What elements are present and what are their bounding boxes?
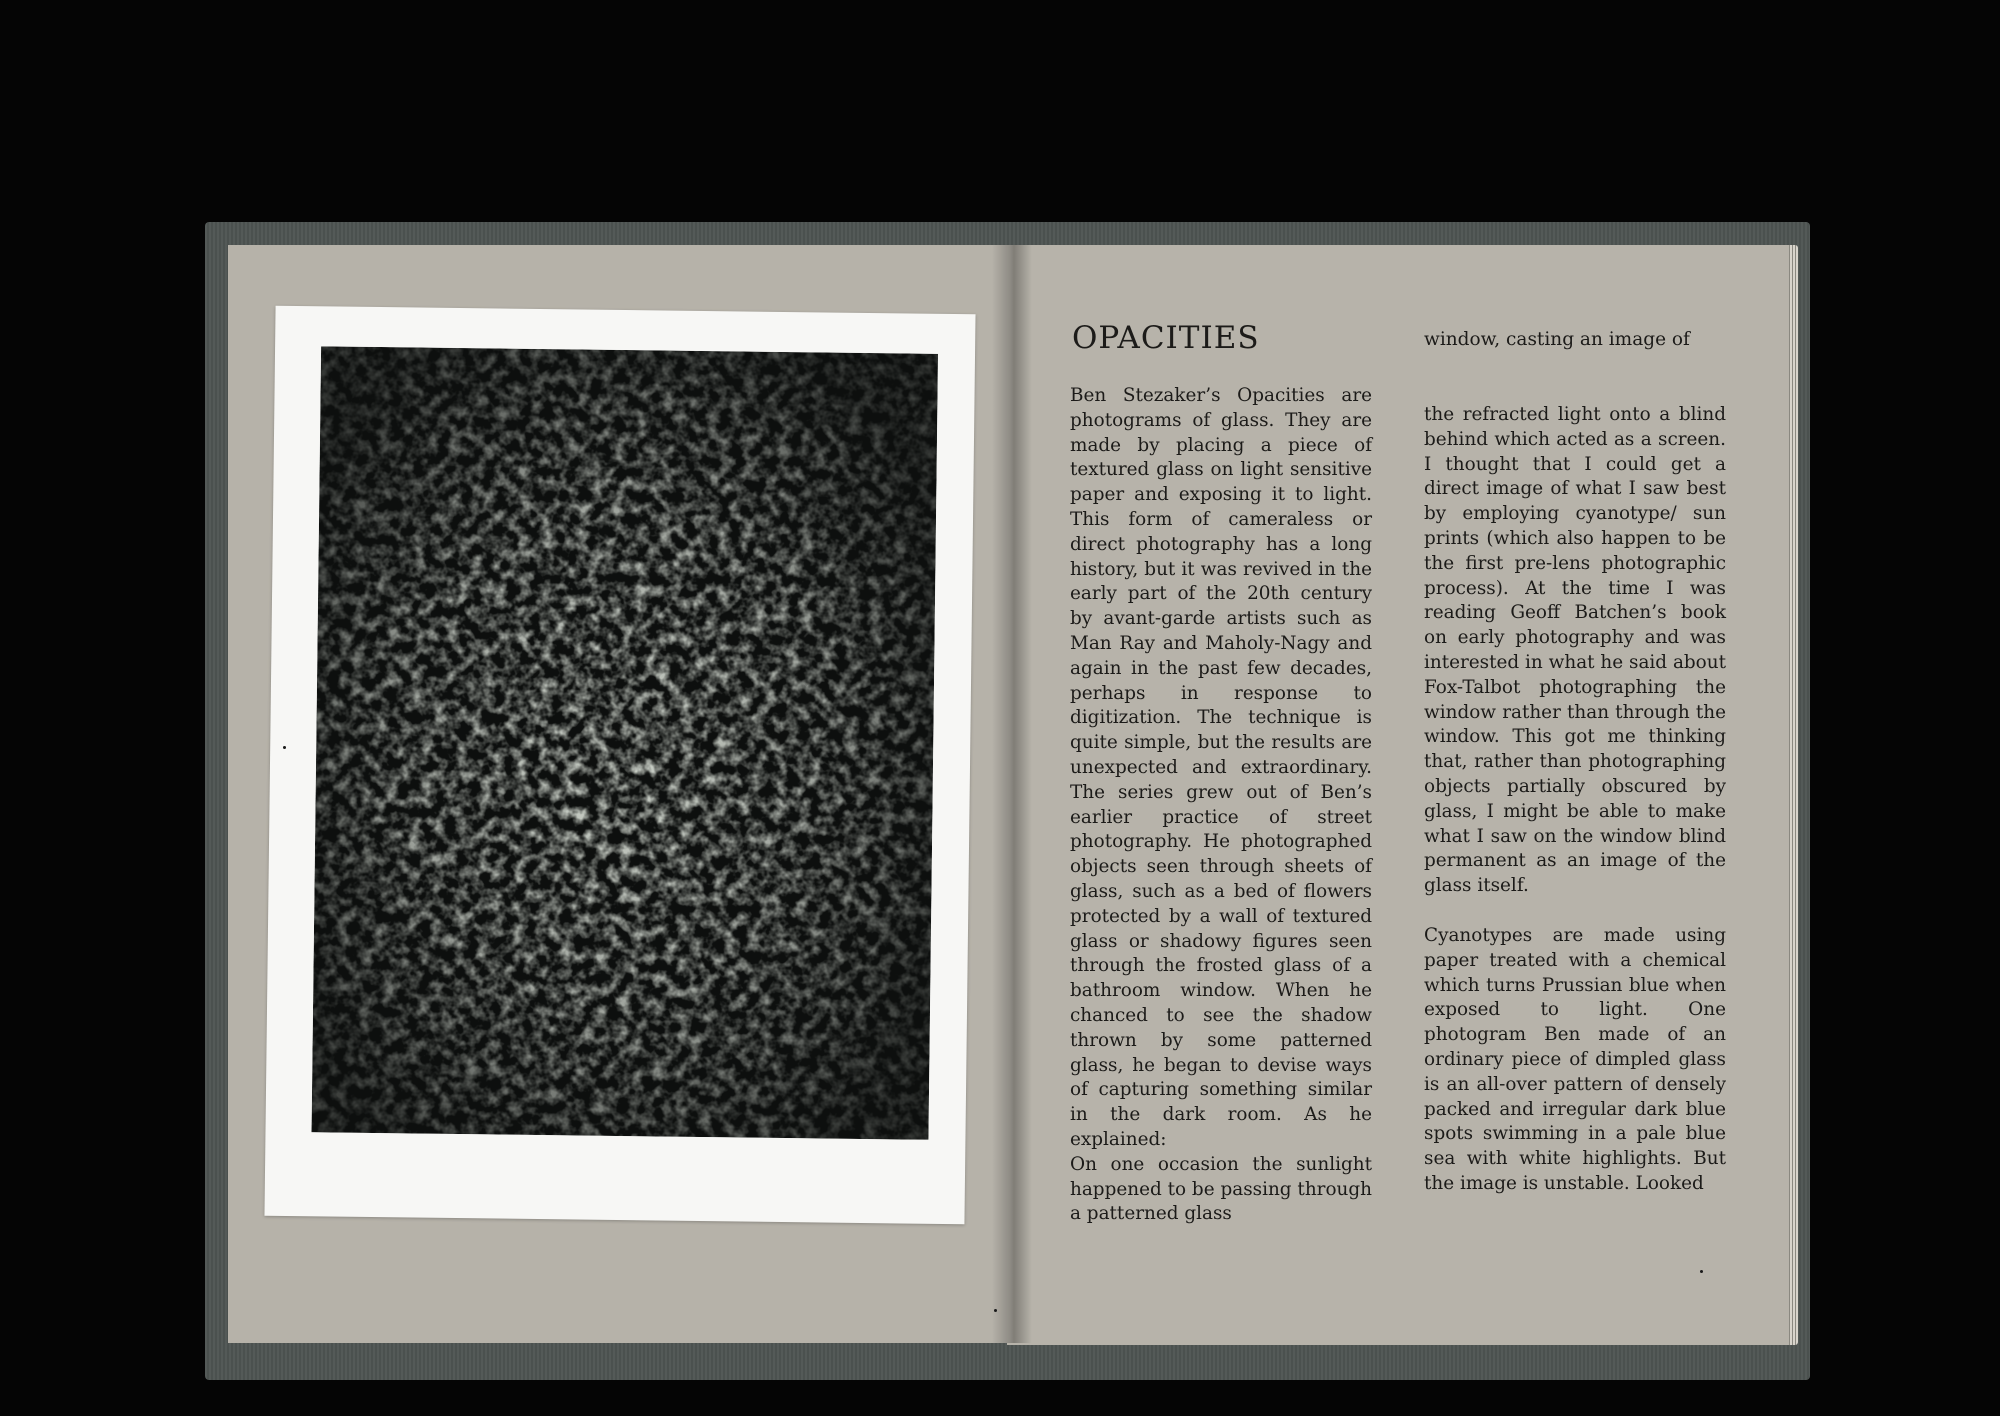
right-column-top-line: window, casting an image of — [1424, 329, 1690, 350]
book-gutter — [992, 245, 1032, 1343]
body-paragraph: the refracted light onto a blind behind which acted as a screen. I thought that I could get a direct image of what I saw best by employing cyanotype/ sun prints (which also happen to be the first pre-lens photographic process). At the time I was reading Geoff Batchen’s book on early photography and was interested in what he said about Fox-Talbot photographing the window rather than through the window. This got me thinking that, rather than photographing objects partially obscured by glass, I might be able to make what I saw on the window blind permanent as an image of the glass itself. — [1424, 404, 1726, 897]
photogram-print — [264, 306, 975, 1224]
left-text-column — [1070, 384, 1372, 1227]
paper-speck — [283, 746, 286, 749]
paper-speck — [1700, 1270, 1703, 1273]
right-text-column — [1424, 403, 1726, 1197]
photogram-image — [311, 346, 938, 1139]
body-paragraph: On one occasion the sunlight happened to be passing through a patterned glass — [1070, 1153, 1372, 1225]
body-paragraph: Ben Stezaker’s Opacities are photograms of glass. They are made by placing a piece of textured glass on light sensitive paper and exposing it to light. This form of cameraless or direct photography has a long history, but it was revived in the early part of the 20th century by avant-garde artists such as Man Ray and Maholy-Nagy and again in the past few decades, perhaps in response to digitization. The technique is quite simple, but the results are unexpected and extraordinary. The series grew out of Ben’s earlier practice of street photography. He photographed objects seen through sheets of glass, such as a bed of flowers protected by a wall of textured glass or shadowy figures seen through the frosted glass of a bathroom window. When he chanced to see the shadow thrown by some patterned glass, he began to devise ways of capturing something similar in the dark room. As he explained: — [1070, 385, 1372, 1150]
body-paragraph: Cyanotypes are made using paper treated with a chemical which turns Prussian blue when exposed to light. One photogram Ben made of an ordinary piece of dimpled glass is an all-over pattern of densely packed and irregular dark blue spots swimming in a pale blue sea with white highlights. But the image is unstable. Looked — [1424, 924, 1726, 1194]
page-title: OPACITIES — [1072, 320, 1260, 356]
paper-speck — [994, 1309, 997, 1312]
